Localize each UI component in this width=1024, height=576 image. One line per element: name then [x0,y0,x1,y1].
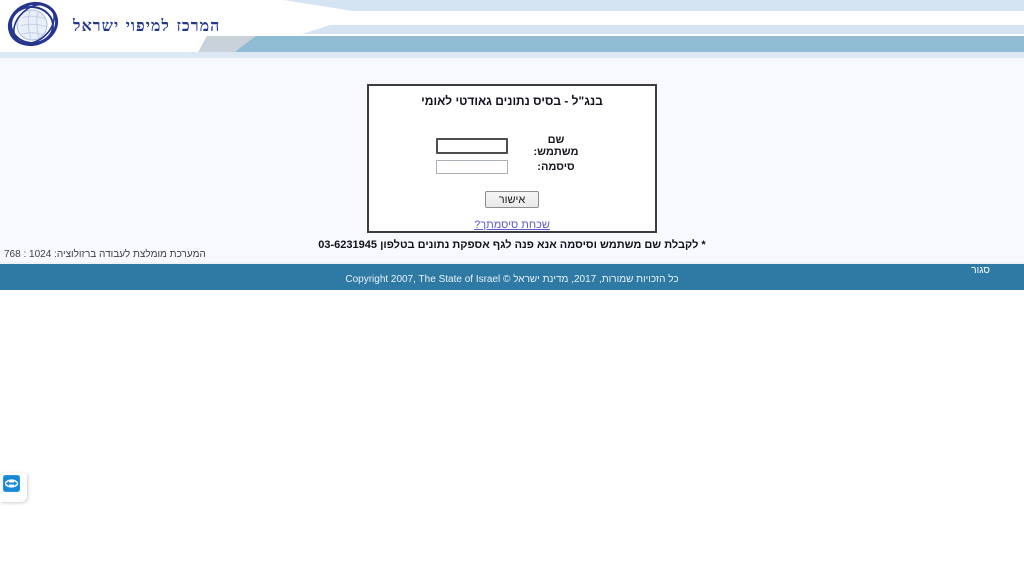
forgot-password-link[interactable]: שכחת סיסמתך? [474,219,550,231]
login-box [367,84,657,233]
header-stripe-top [283,0,1024,11]
header-stripe-middle [302,25,1024,34]
copyright-text: כל הזכויות שמורות, 2017, מדינת ישראל © Copyright 2007, The State of Israel [345,274,679,285]
teamviewer-icon [0,475,27,492]
username-input[interactable] [436,138,508,154]
logo-text: המרכז למיפוי ישראל [73,16,221,35]
close-link[interactable]: סגור [971,265,990,276]
login-title: בנג"ל - בסיס נתונים גאודטי לאומי [421,94,603,108]
contact-note: * לקבלת שם משתמש וסיסמה אנא פנה לגף אספקת נתונים בטלפון 03-6231945 [318,239,706,251]
header [0,0,1024,57]
username-row [369,134,655,158]
resolution-note: המערכת מומלצת לעבודה ברזולוציה: 1024 : 768 [4,249,206,260]
footer-bar [0,262,1024,290]
globe-swirl-icon [6,0,60,55]
login-form [369,134,655,231]
submit-button[interactable]: אישור [485,191,539,208]
password-input[interactable] [436,160,508,174]
username-label: שם משתמש: [533,134,579,158]
password-row [369,160,655,174]
logo [6,0,220,52]
main-content [0,57,1024,262]
remote-support-widget[interactable] [0,473,27,502]
password-label: סיסמה: [537,161,575,173]
